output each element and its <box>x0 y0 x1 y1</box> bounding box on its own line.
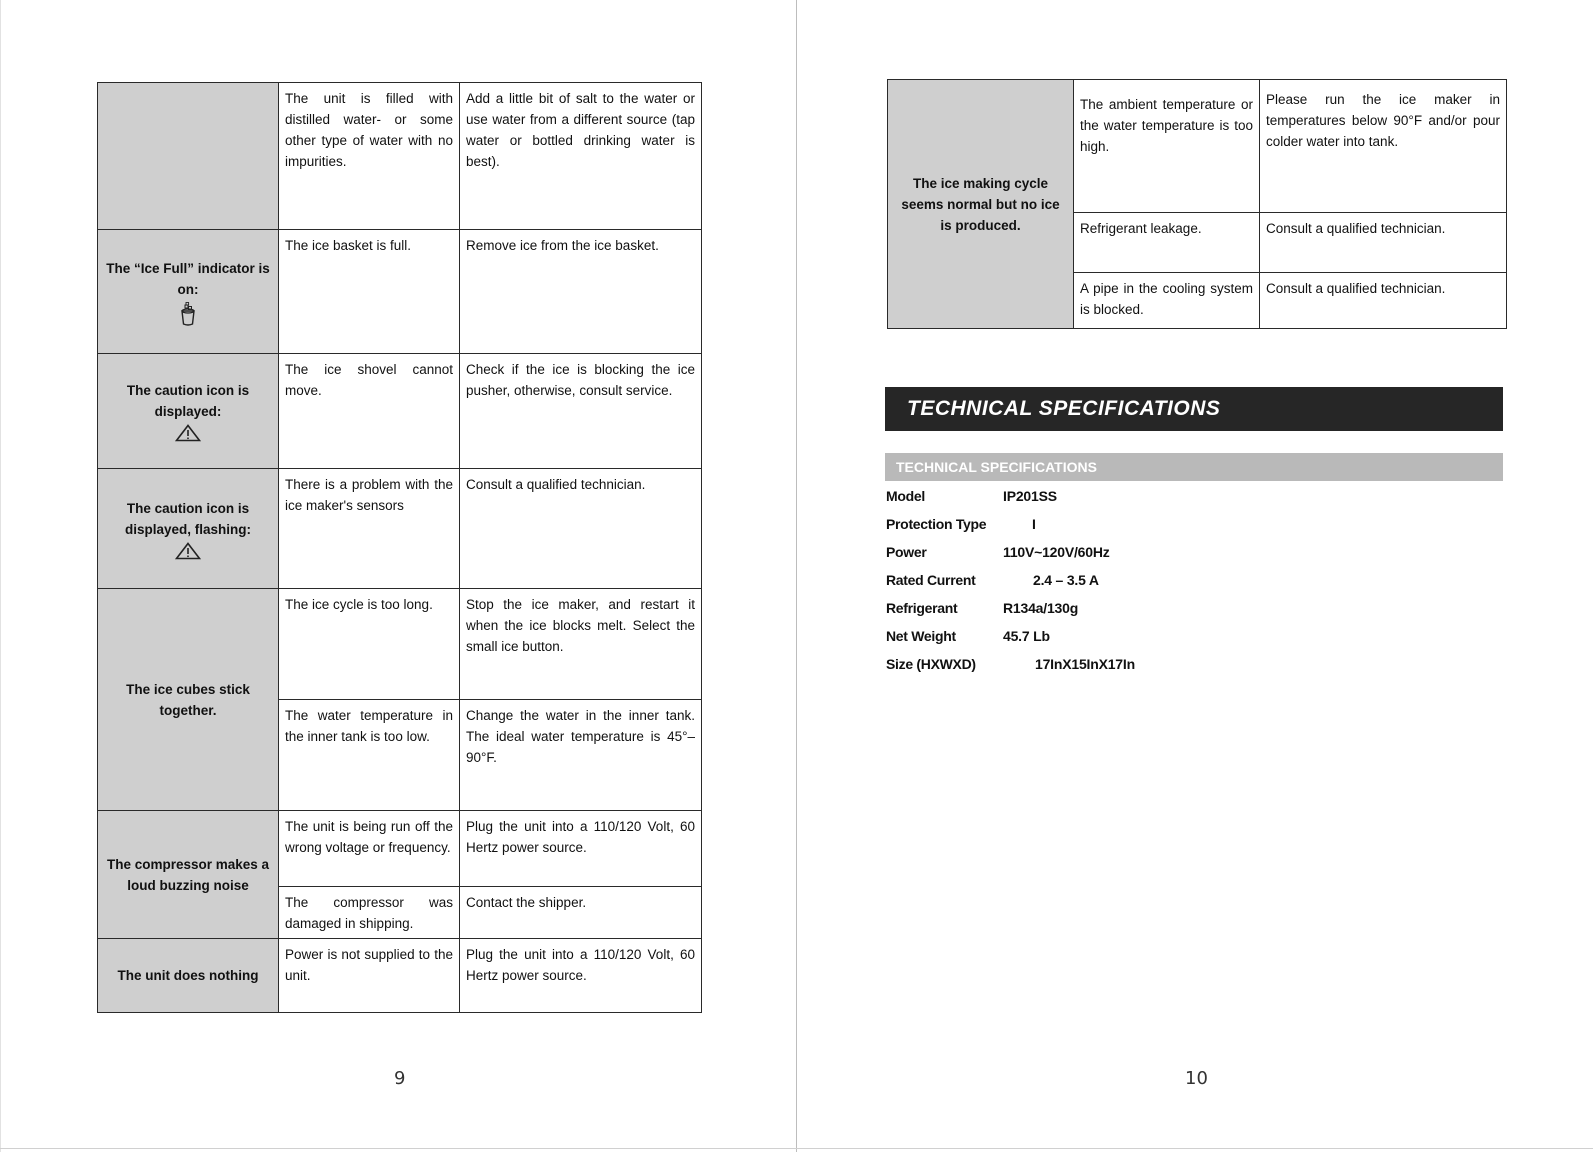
spec-row <box>886 486 1486 514</box>
solution-cell: Consult a qualified technician. <box>460 469 702 589</box>
spec-row <box>886 542 1486 570</box>
solution-cell: Add a little bit of salt to the water or use water from a different source (tap water or bottled drinking water is best). <box>460 83 702 230</box>
spec-row <box>886 598 1486 626</box>
solution-cell: Change the water in the inner tank. The ideal water temperature is 45°–90°F. <box>460 700 702 811</box>
problem-cell: The compressor makes a loud buzzing noise <box>98 811 279 939</box>
caution-triangle-icon <box>175 424 201 442</box>
cause-cell: The compressor was damaged in shipping. <box>279 887 460 939</box>
table-row <box>98 230 702 354</box>
solution-cell: Plug the unit into a 110/120 Volt, 60 Hertz power source. <box>460 811 702 887</box>
table-row <box>98 811 702 887</box>
page-number: 10 <box>1185 1068 1208 1089</box>
spec-value: 45.7 Lb <box>1003 628 1050 644</box>
cause-cell: The ambient temperature or the water temperature is too high. <box>1074 80 1260 213</box>
spec-value: 17InX15InX17In <box>1035 656 1135 672</box>
spec-value: I <box>1032 516 1036 532</box>
table-row <box>98 589 702 700</box>
spec-label: Refrigerant <box>886 600 958 616</box>
troubleshooting-table-right <box>887 79 1507 329</box>
cause-cell: A pipe in the cooling system is blocked. <box>1074 273 1260 329</box>
spec-value: 110V~120V/60Hz <box>1003 544 1110 560</box>
cause-cell: The ice shovel cannot move. <box>279 354 460 469</box>
spec-row <box>886 626 1486 654</box>
cause-cell: The water temperature in the inner tank is too low. <box>279 700 460 811</box>
problem-cell: The caution icon is displayed: <box>98 354 279 469</box>
cause-cell: Power is not supplied to the unit. <box>279 939 460 1013</box>
table-row <box>98 469 702 589</box>
spec-label: Protection Type <box>886 516 987 532</box>
problem-cell: The ice cubes stick together. <box>98 589 279 811</box>
page-number: 9 <box>394 1068 406 1089</box>
solution-cell: Plug the unit into a 110/120 Volt, 60 Hertz power source. <box>460 939 702 1013</box>
section-title-banner: TECHNICAL SPECIFICATIONS <box>885 387 1503 431</box>
spec-label: Rated Current <box>886 572 976 588</box>
spec-label: Net Weight <box>886 628 956 644</box>
solution-cell: Consult a qualified technician. <box>1260 273 1507 329</box>
spec-row <box>886 514 1486 542</box>
table-row <box>888 80 1507 213</box>
cause-cell: The ice cycle is too long. <box>279 589 460 700</box>
page-edge <box>0 0 1 1152</box>
spec-label: Model <box>886 488 925 504</box>
spec-row <box>886 654 1486 682</box>
solution-cell: Remove ice from the ice basket. <box>460 230 702 354</box>
spec-value: IP201SS <box>1003 488 1057 504</box>
solution-cell: Please run the ice maker in temperatures below 90°F and/or pour colder water into tank. <box>1260 80 1507 213</box>
cause-cell: The unit is filled with distilled water- or some other type of water with no impurities. <box>279 83 460 230</box>
problem-cell <box>98 83 279 230</box>
page-bottom-edge <box>0 1148 1593 1149</box>
cause-cell: The unit is being run off the wrong voltage or frequency. <box>279 811 460 887</box>
troubleshooting-table-left <box>97 82 702 1013</box>
spec-list <box>886 486 1486 682</box>
solution-cell: Consult a qualified technician. <box>1260 213 1507 273</box>
problem-cell: The caution icon is displayed, flashing: <box>98 469 279 589</box>
solution-cell: Contact the shipper. <box>460 887 702 939</box>
table-row <box>98 939 702 1013</box>
spec-table-header: TECHNICAL SPECIFICATIONS <box>885 453 1503 481</box>
solution-cell: Stop the ice maker, and restart it when the ice blocks melt. Select the small ice button. <box>460 589 702 700</box>
spec-value: 2.4 – 3.5 A <box>1033 572 1099 588</box>
spec-value: R134a/130g <box>1003 600 1079 616</box>
spec-label: Power <box>886 544 927 560</box>
cause-cell: Refrigerant leakage. <box>1074 213 1260 273</box>
cause-cell: There is a problem with the ice maker's sensors <box>279 469 460 589</box>
problem-cell: The unit does nothing <box>98 939 279 1013</box>
page-fold <box>796 0 797 1152</box>
table-row <box>98 83 702 230</box>
cause-cell: The ice basket is full. <box>279 230 460 354</box>
spec-row <box>886 570 1486 598</box>
table-row <box>98 354 702 469</box>
caution-triangle-icon <box>175 542 201 560</box>
spec-label: Size (HXWXD) <box>886 656 976 672</box>
problem-cell: The ice making cycle seems normal but no ice is produced. <box>888 80 1074 329</box>
ice-full-icon <box>178 302 198 326</box>
solution-cell: Check if the ice is blocking the ice pusher, otherwise, consult service. <box>460 354 702 469</box>
problem-cell: The “Ice Full” indicator is on: <box>98 230 279 354</box>
